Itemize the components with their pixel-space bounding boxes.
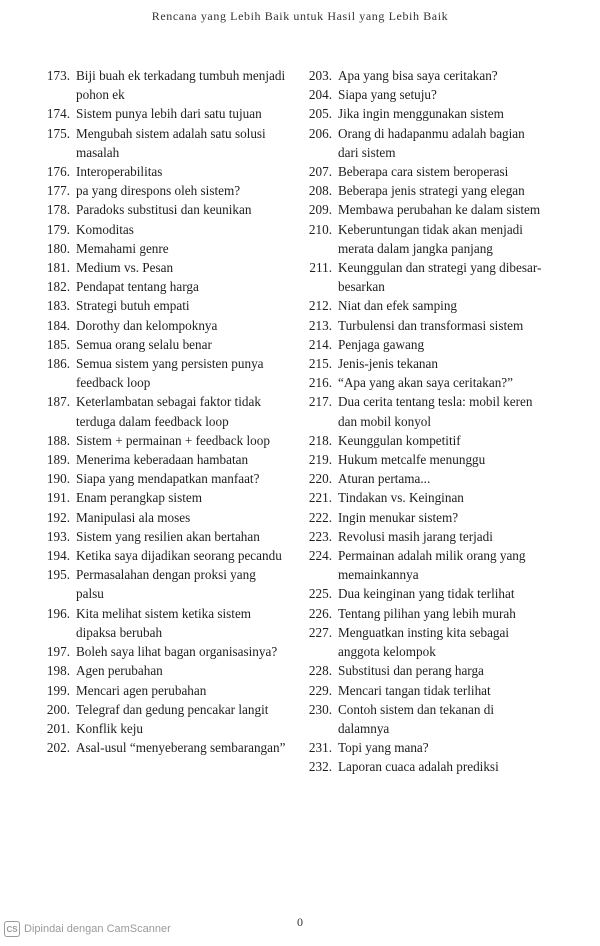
toc-entry-number: 223. xyxy=(308,528,332,544)
toc-entry-title: Konflik keju xyxy=(76,720,144,736)
toc-entry xyxy=(34,508,286,527)
toc-entry-number: 193. xyxy=(46,528,70,544)
toc-entry xyxy=(296,604,548,623)
toc-entry-number: 225. xyxy=(308,586,332,602)
toc-entry-title: Biji buah ek terkadang tumbuh menjadi pohon ek xyxy=(76,68,286,103)
toc-entry-number: 198. xyxy=(46,663,70,679)
toc-entry-number: 214. xyxy=(308,336,332,352)
toc-entry xyxy=(34,124,286,162)
toc-entry-number: 202. xyxy=(46,740,70,756)
toc-entry-title: Mencari agen perubahan xyxy=(76,682,207,698)
toc-entry-title: Sistem + permainan + feedback loop xyxy=(76,432,270,448)
toc-entry xyxy=(296,527,548,546)
toc-entry-title: Siapa yang setuju? xyxy=(338,87,437,103)
toc-entry-title: “Apa yang akan saya ceritakan?” xyxy=(338,375,513,391)
toc-entry-number: 186. xyxy=(46,356,70,372)
toc-entry-title: Niat dan efek samping xyxy=(338,298,458,314)
toc-entry-number: 206. xyxy=(308,125,332,141)
toc-entry-title: Menerima keberadaan hambatan xyxy=(76,452,249,468)
running-header: Rencana yang Lebih Baik untuk Hasil yang Lebih Baik xyxy=(151,9,449,23)
toc-entry-number: 192. xyxy=(46,509,70,525)
toc-entry-title: Interoperabilitas xyxy=(76,164,163,180)
toc-entry-title: pa yang direspons oleh sistem? xyxy=(76,183,241,199)
toc-entry-number: 180. xyxy=(46,240,70,256)
toc-entry-number: 220. xyxy=(308,471,332,487)
toc-entry-number: 199. xyxy=(46,682,70,698)
toc-entry-title: Keunggulan kompetitif xyxy=(338,432,461,448)
toc-entry-number: 227. xyxy=(308,624,332,640)
toc-entry-title: Keberuntungan tidak akan menjadi merata dalam jangka panjang xyxy=(338,221,523,256)
toc-entry xyxy=(296,469,548,488)
toc-entry-number: 189. xyxy=(46,452,70,468)
toc-entry-number: 190. xyxy=(46,471,70,487)
toc-entry xyxy=(296,354,548,373)
toc-entry-number: 222. xyxy=(308,509,332,525)
toc-entry-title: Permasalahan dengan proksi yang palsu xyxy=(76,567,256,602)
toc-entry-title: Strategi butuh empati xyxy=(76,298,190,314)
toc-entry xyxy=(296,757,548,776)
toc-entry-title: Boleh saya lihat bagan organisasinya? xyxy=(76,644,278,660)
toc-entry xyxy=(34,642,286,661)
toc-entry-title: Turbulensi dan transformasi sistem xyxy=(338,317,524,333)
toc-entry-title: Contoh sistem dan tekanan di dalamnya xyxy=(338,701,495,736)
toc-entry xyxy=(34,604,286,642)
toc-entry xyxy=(34,450,286,469)
toc-entry-title: Keterlambatan sebagai faktor tidak terduga dalam feedback loop xyxy=(76,394,261,429)
toc-entry-number: 226. xyxy=(308,605,332,621)
toc-entry-title: Dorothy dan kelompoknya xyxy=(76,317,218,333)
toc-entry-title: Semua sistem yang persisten punya feedback loop xyxy=(76,356,264,391)
toc-entry-number: 229. xyxy=(308,682,332,698)
toc-entry xyxy=(296,681,548,700)
toc-entry-title: Mengubah sistem adalah satu solusi masalah xyxy=(76,125,266,160)
toc-entry xyxy=(296,124,548,162)
toc-entry-title: Tindakan vs. Keinginan xyxy=(338,490,464,506)
toc-entry-title: Aturan pertama... xyxy=(338,471,431,487)
toc-entry xyxy=(296,104,548,123)
toc-entry-number: 200. xyxy=(46,701,70,717)
toc-entry xyxy=(296,661,548,680)
toc-entry xyxy=(296,66,548,85)
toc-entry xyxy=(296,316,548,335)
toc-entry-number: 194. xyxy=(46,548,70,564)
toc-entry-title: Semua orang selalu benar xyxy=(76,336,212,352)
toc-entry xyxy=(296,431,548,450)
toc-entry-number: 197. xyxy=(46,644,70,660)
toc-entry-title: Asal-usul “menyeberang sembarangan” xyxy=(76,740,286,756)
toc-entry-title: Menguatkan insting kita sebagai anggota kelompok xyxy=(338,624,510,660)
toc-entry xyxy=(296,85,548,104)
toc-entry xyxy=(34,546,286,565)
toc-entry-number: 208. xyxy=(308,183,332,199)
toc-entry xyxy=(34,162,286,181)
toc-entry-title: Komoditas xyxy=(76,221,134,237)
toc-entry xyxy=(296,258,548,296)
toc-entry-number: 221. xyxy=(308,490,332,506)
toc-entry xyxy=(34,700,286,719)
toc-entry xyxy=(296,623,548,661)
toc-entry xyxy=(34,527,286,546)
toc-entry xyxy=(34,354,286,392)
toc-entry-title: Paradoks substitusi dan keunikan xyxy=(76,202,252,218)
toc-entry-number: 224. xyxy=(308,548,332,564)
toc-entry xyxy=(34,488,286,507)
toc-entry-title: Enam perangkap sistem xyxy=(76,490,202,506)
toc-entry xyxy=(34,277,286,296)
toc-entry xyxy=(34,181,286,200)
toc-entry xyxy=(34,258,286,277)
toc-entry xyxy=(296,200,548,219)
toc-entry-title: Pendapat tentang harga xyxy=(76,279,199,295)
toc-entry-number: 177. xyxy=(46,183,70,199)
toc-entry-number: 213. xyxy=(308,317,332,333)
toc-entry-title: Beberapa cara sistem beroperasi xyxy=(338,164,509,180)
toc-entry-title: Hukum metcalfe menunggu xyxy=(338,452,486,468)
toc-left-column xyxy=(34,66,286,757)
toc-entry xyxy=(34,431,286,450)
toc-entry xyxy=(34,469,286,488)
toc-entry-title: Topi yang mana? xyxy=(338,740,429,756)
toc-entry-title: Telegraf dan gedung pencakar langit xyxy=(76,701,269,717)
toc-entry-number: 230. xyxy=(308,701,332,717)
toc-entry-number: 218. xyxy=(308,432,332,448)
toc-entry-number: 209. xyxy=(308,202,332,218)
toc-entry-title: Dua cerita tentang tesla: mobil keren dan mobil konyol xyxy=(338,394,533,429)
toc-entry xyxy=(34,681,286,700)
toc-entry xyxy=(34,661,286,680)
toc-entry-number: 215. xyxy=(308,356,332,372)
toc-entry-number: 228. xyxy=(308,663,332,679)
toc-entry-title: Beberapa jenis strategi yang elegan xyxy=(338,183,525,199)
toc-entry-title: Jika ingin menggunakan sistem xyxy=(338,106,504,122)
toc-entry-title: Tentang pilihan yang lebih murah xyxy=(338,605,516,621)
toc-entry-number: 175. xyxy=(46,125,70,141)
toc-entry-number: 191. xyxy=(46,490,70,506)
toc-entry-title: Agen perubahan xyxy=(76,663,163,679)
toc-entry-title: Ketika saya dijadikan seorang pecandu xyxy=(76,548,282,564)
toc-entry-number: 179. xyxy=(46,221,70,237)
toc-entry-number: 211. xyxy=(309,260,332,276)
toc-entry xyxy=(296,546,548,584)
toc-entry-number: 188. xyxy=(46,432,70,448)
toc-entry xyxy=(296,162,548,181)
toc-entry-title: Membawa perubahan ke dalam sistem xyxy=(338,202,541,218)
toc-entry xyxy=(34,200,286,219)
watermark-text: Dipindai dengan CamScanner xyxy=(24,923,171,935)
toc-entry-title: Orang di hadapanmu adalah bagian dari sistem xyxy=(338,125,525,160)
toc-entry-number: 195. xyxy=(46,567,70,583)
toc-entry-title: Keunggulan dan strategi yang dibesar-besarkan xyxy=(338,260,542,295)
toc-entry xyxy=(296,508,548,527)
toc-entry-title: Medium vs. Pesan xyxy=(76,260,174,276)
toc-entry-title: Kita melihat sistem ketika sistem dipaksa berubah xyxy=(76,605,252,640)
toc-entry-number: 173. xyxy=(46,68,70,83)
toc-entry-number: 203. xyxy=(308,68,332,83)
toc-entry-title: Siapa yang mendapatkan manfaat? xyxy=(76,471,260,487)
toc-entry-title: Ingin menukar sistem? xyxy=(338,509,459,525)
toc-entry-number: 204. xyxy=(308,87,332,103)
toc-entry-title: Substitusi dan perang harga xyxy=(338,663,484,679)
toc-entry xyxy=(296,738,548,757)
toc-entry-number: 217. xyxy=(308,394,332,410)
toc-entry xyxy=(34,316,286,335)
toc-entry-title: Permainan adalah milik orang yang memainkannya xyxy=(338,548,526,583)
toc-entry-title: Laporan cuaca adalah prediksi xyxy=(338,759,499,775)
toc-entry xyxy=(34,220,286,239)
toc-entry-number: 181. xyxy=(46,260,70,276)
toc-entry-title: Jenis-jenis tekanan xyxy=(338,356,438,372)
toc-entry xyxy=(34,66,286,104)
toc-entry xyxy=(296,488,548,507)
toc-entry-number: 182. xyxy=(46,279,70,295)
toc-entry-title: Sistem yang resilien akan bertahan xyxy=(76,528,260,544)
toc-entry-title: Apa yang bisa saya ceritakan? xyxy=(338,68,498,83)
toc-entry-title: Dua keinginan yang tidak terlihat xyxy=(338,586,515,602)
toc-entry-number: 232. xyxy=(308,759,332,775)
toc-entry-number: 201. xyxy=(46,720,70,736)
toc-entry-number: 196. xyxy=(46,605,70,621)
toc-entry-number: 210. xyxy=(308,221,332,237)
toc-entry-number: 231. xyxy=(308,740,332,756)
toc-entry xyxy=(296,584,548,603)
camscanner-logo-icon: CS xyxy=(4,921,20,937)
page-number: 0 xyxy=(297,915,303,929)
toc-entry xyxy=(296,450,548,469)
toc-entry-number: 178. xyxy=(46,202,70,218)
toc-entry-number: 183. xyxy=(46,298,70,314)
toc-entry xyxy=(34,565,286,603)
toc-entry xyxy=(296,392,548,430)
toc-entry-title: Revolusi masih jarang terjadi xyxy=(338,528,493,544)
toc-entry-number: 184. xyxy=(46,317,70,333)
toc-entry xyxy=(34,239,286,258)
toc-entry xyxy=(296,296,548,315)
toc-entry-number: 205. xyxy=(308,106,332,122)
toc-entry xyxy=(34,719,286,738)
toc-entry-number: 216. xyxy=(308,375,332,391)
toc-entry xyxy=(34,335,286,354)
camscanner-watermark xyxy=(4,921,171,937)
toc-entry xyxy=(296,335,548,354)
toc-entry-title: Memahami genre xyxy=(76,240,169,256)
toc-entry-number: 174. xyxy=(46,106,70,122)
toc-entry-title: Penjaga gawang xyxy=(338,336,425,352)
toc-entry-number: 176. xyxy=(46,164,70,180)
toc-entry xyxy=(34,392,286,430)
toc-entry-title: Sistem punya lebih dari satu tujuan xyxy=(76,106,262,122)
toc-entry-number: 187. xyxy=(46,394,70,410)
toc-entry-title: Manipulasi ala moses xyxy=(76,509,191,525)
toc-entry-number: 185. xyxy=(46,336,70,352)
toc-entry xyxy=(34,296,286,315)
toc-entry-title: Mencari tangan tidak terlihat xyxy=(338,682,491,698)
toc-entry xyxy=(296,181,548,200)
toc-entry xyxy=(296,220,548,258)
toc-right-column xyxy=(296,66,548,777)
toc-entry xyxy=(296,373,548,392)
toc-entry-number: 207. xyxy=(308,164,332,180)
toc-entry-number: 212. xyxy=(308,298,332,314)
toc-entry xyxy=(34,104,286,123)
toc-entry xyxy=(296,700,548,738)
toc-entry xyxy=(34,738,286,757)
toc-entry-number: 219. xyxy=(308,452,332,468)
